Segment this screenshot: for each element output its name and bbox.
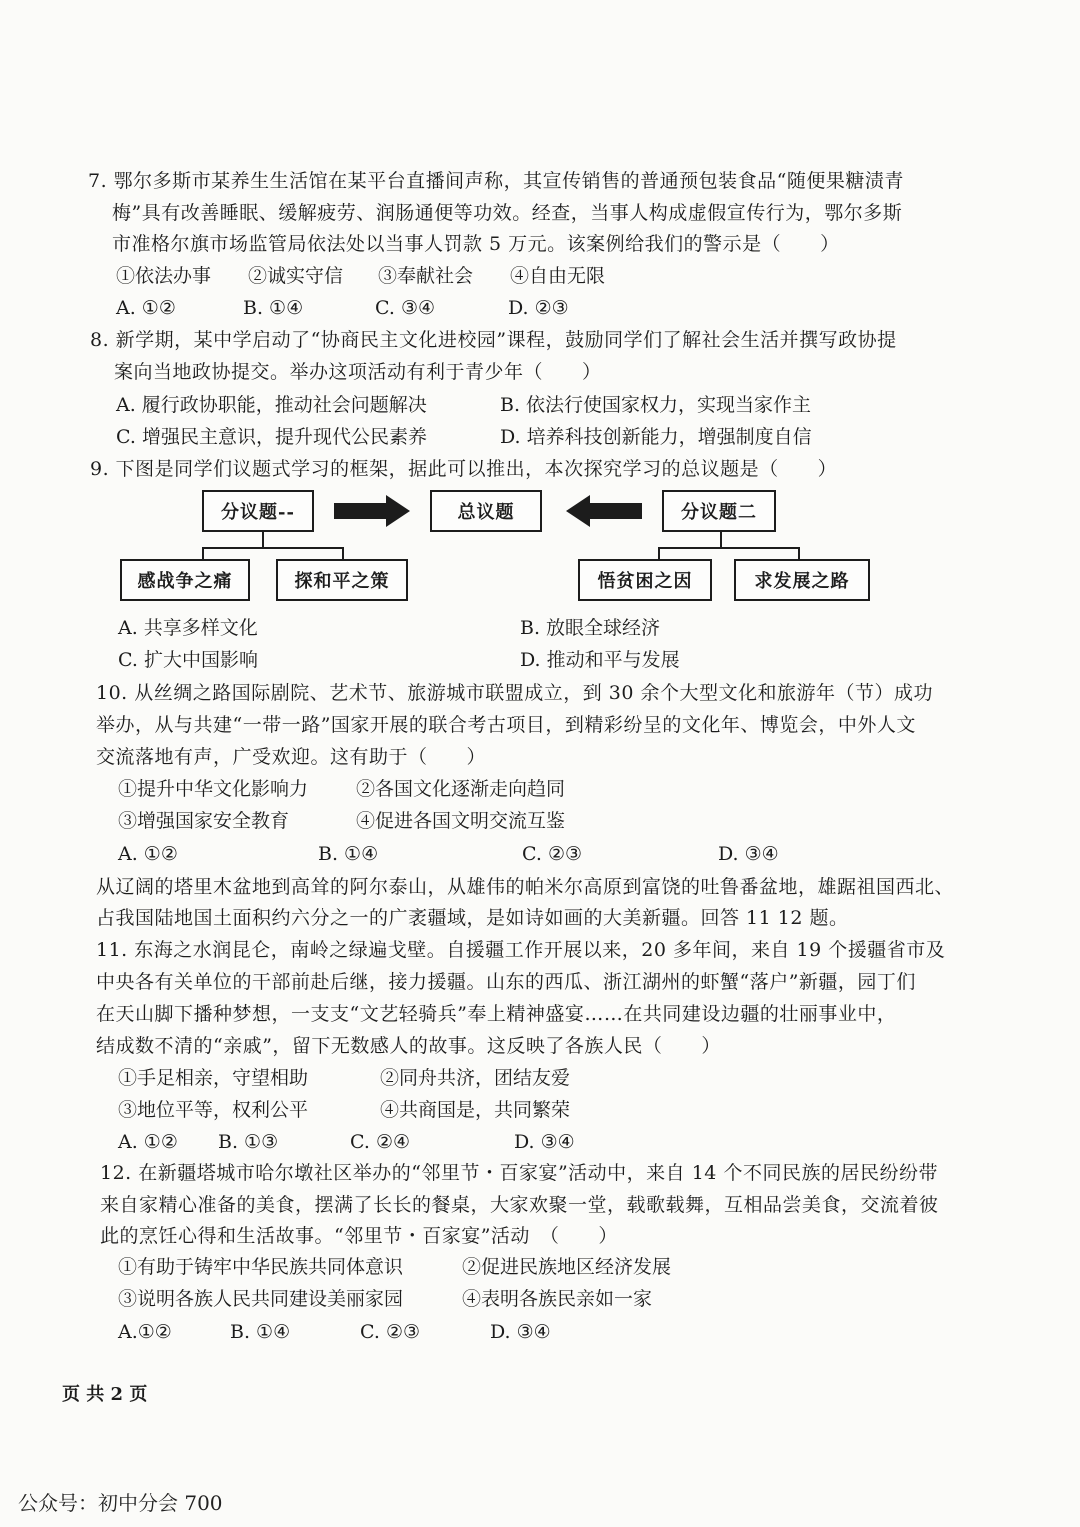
q10-option-a: A. ①② — [118, 843, 178, 865]
q11-option-d: D. ③④ — [514, 1131, 575, 1153]
q11-item-4: ④共商国是，共同繁荣 — [380, 1099, 571, 1121]
arrow-left-icon — [566, 495, 642, 527]
connector — [262, 532, 264, 548]
q7-stem-line-1: 7. 鄂尔多斯市某养生生活馆在某平台直播间声称，其宣传销售的普通预包装食品“随便果糖渍青 — [88, 170, 904, 192]
q11-stem-line-3: 在天山脚下播种梦想，一支支“文艺轻骑兵”奉上精神盛宴……在共同建设边疆的壮丽事业中， — [96, 1003, 897, 1025]
q7-item-2: ②诚实守信 — [248, 265, 344, 287]
diagram-leaf-4: 求发展之路 — [734, 559, 870, 601]
diagram-sub-topic-1: 分议题-- — [202, 490, 314, 532]
q12-option-b: B. ①④ — [230, 1321, 291, 1343]
q8-stem-line-2: 案向当地政协提交。举办这项活动有利于青少年（ ） — [114, 361, 602, 383]
q12-stem-line-1: 12. 在新疆塔城市哈尔墩社区举办的“邻里节・百家宴”活动中，来自 14 个不同民族的居民纷纷带 — [100, 1162, 938, 1184]
q12-stem-line-3: 此的烹饪心得和生活故事。“邻里节・百家宴”活动 （ ） — [100, 1225, 618, 1247]
q12-option-c: C. ②③ — [360, 1321, 421, 1343]
diagram-leaf-3: 悟贫困之因 — [578, 559, 712, 601]
diagram-leaf-2: 探和平之策 — [276, 559, 408, 601]
q7-option-c: C. ③④ — [375, 297, 436, 319]
q7-stem-line-2: 梅”具有改善睡眠、缓解疲劳、润肠通便等功效。经查，当事人构成虚假宣传行为，鄂尔多斯 — [112, 202, 903, 224]
connector — [202, 547, 344, 549]
q11-option-b: B. ①③ — [218, 1131, 279, 1153]
q12-stem-line-2: 来自家精心准备的美食，摆满了长长的餐桌，大家欢聚一堂，载歌载舞，互相品尝美食，交流着彼 — [100, 1194, 939, 1216]
q7-item-3: ③奉献社会 — [378, 265, 474, 287]
q9-stem: 9. 下图是同学们议题式学习的框架，据此可以推出，本次探究学习的总议题是（ ） — [90, 458, 838, 480]
q10-item-3: ③增强国家安全教育 — [118, 810, 290, 832]
connector — [342, 547, 344, 559]
q7-stem-line-3: 市准格尔旗市场监管局依法处以当事人罚款 5 万元。该案例给我们的警示是（ ） — [112, 233, 840, 255]
q7-option-a: A. ①② — [116, 297, 176, 319]
q10-stem-line-1: 10. 从丝绸之路国际剧院、艺术节、旅游城市联盟成立，到 30 余个大型文化和旅游年（节）成功 — [96, 682, 934, 704]
connector — [202, 547, 204, 559]
q11-stem-line-1: 11. 东海之水润昆仑，南岭之绿遍戈壁。自援疆工作开展以来，20 多年间，来自 19 个援疆省市及 — [96, 939, 946, 961]
q10-item-4: ④促进各国文明交流互鉴 — [356, 810, 566, 832]
q10-item-1: ①提升中华文化影响力 — [118, 778, 309, 800]
q9-option-c: C. 扩大中国影响 — [118, 649, 258, 671]
q8-option-d: D. 培养科技创新能力，增强制度自信 — [500, 426, 812, 448]
q12-item-2: ②促进民族地区经济发展 — [462, 1256, 672, 1278]
q10-stem-line-2: 举办，从与共建“一带一路”国家开展的联合考古项目，到精彩纷呈的文化年、博览会，中外人文 — [96, 714, 916, 736]
q10-stem-line-3: 交流落地有声，广受欢迎。这有助于（ ） — [96, 746, 487, 768]
connector — [798, 547, 800, 559]
q7-item-1: ①依法办事 — [116, 265, 212, 287]
q11-item-3: ③地位平等，权利公平 — [118, 1099, 309, 1121]
q10-option-d: D. ③④ — [718, 843, 779, 865]
q8-stem-line-1: 8. 新学期，某中学启动了“协商民主文化进校园”课程，鼓励同学们了解社会生活并撰写政协提 — [90, 329, 897, 351]
diagram-main-topic: 总议题 — [430, 490, 542, 532]
q8-option-c: C. 增强民主意识，提升现代公民素养 — [116, 426, 427, 448]
q10-option-b: B. ①④ — [318, 843, 379, 865]
q12-option-a: A.①② — [118, 1321, 172, 1343]
q11-option-a: A. ①② — [118, 1131, 178, 1153]
page-number: 页 共 2 页 — [62, 1384, 148, 1405]
q12-option-d: D. ③④ — [490, 1321, 551, 1343]
connector — [658, 547, 660, 559]
q12-item-3: ③说明各族人民共同建设美丽家园 — [118, 1288, 404, 1310]
q8-option-b: B. 依法行使国家权力，实现当家作主 — [500, 394, 812, 416]
account-watermark: 公众号：初中分会 700 — [18, 1491, 223, 1515]
connector — [720, 532, 722, 548]
q12-item-1: ①有助于铸牢中华民族共同体意识 — [118, 1256, 404, 1278]
q11-item-2: ②同舟共济，团结友爱 — [380, 1067, 571, 1089]
connector — [658, 547, 800, 549]
diagram-sub-topic-2: 分议题二 — [662, 490, 776, 532]
q9-option-d: D. 推动和平与发展 — [520, 649, 680, 671]
q11-stem-line-4: 结成数不清的“亲戚”，留下无数感人的故事。这反映了各族人民（ ） — [96, 1035, 721, 1057]
q10-option-c: C. ②③ — [522, 843, 583, 865]
arrow-right-icon — [334, 495, 410, 527]
q11-item-1: ①手足相亲，守望相助 — [118, 1067, 309, 1089]
q9-option-a: A. 共享多样文化 — [118, 617, 258, 639]
q11-option-c: C. ②④ — [350, 1131, 411, 1153]
diagram-leaf-1: 感战争之痛 — [120, 559, 250, 601]
intro-line-2: 占我国陆地国土面积约六分之一的广袤疆域，是如诗如画的大美新疆。回答 11 12 题。 — [96, 907, 849, 929]
q11-stem-line-2: 中央各有关单位的干部前赴后继，接力援疆。山东的西瓜、浙江湖州的虾蟹“落户”新疆，园丁们 — [96, 971, 916, 993]
q7-option-d: D. ②③ — [508, 297, 569, 319]
intro-line-1: 从辽阔的塔里木盆地到高耸的阿尔泰山，从雄伟的帕米尔高原到富饶的吐鲁番盆地，雄踞祖国西北、 — [96, 876, 955, 898]
q12-item-4: ④表明各族民亲如一家 — [462, 1288, 653, 1310]
q9-option-b: B. 放眼全球经济 — [520, 617, 661, 639]
q10-item-2: ②各国文化逐渐走向趋同 — [356, 778, 566, 800]
q7-option-b: B. ①④ — [243, 297, 304, 319]
q8-option-a: A. 履行政协职能，推动社会问题解决 — [116, 394, 427, 416]
q7-item-4: ④自由无限 — [510, 265, 606, 287]
